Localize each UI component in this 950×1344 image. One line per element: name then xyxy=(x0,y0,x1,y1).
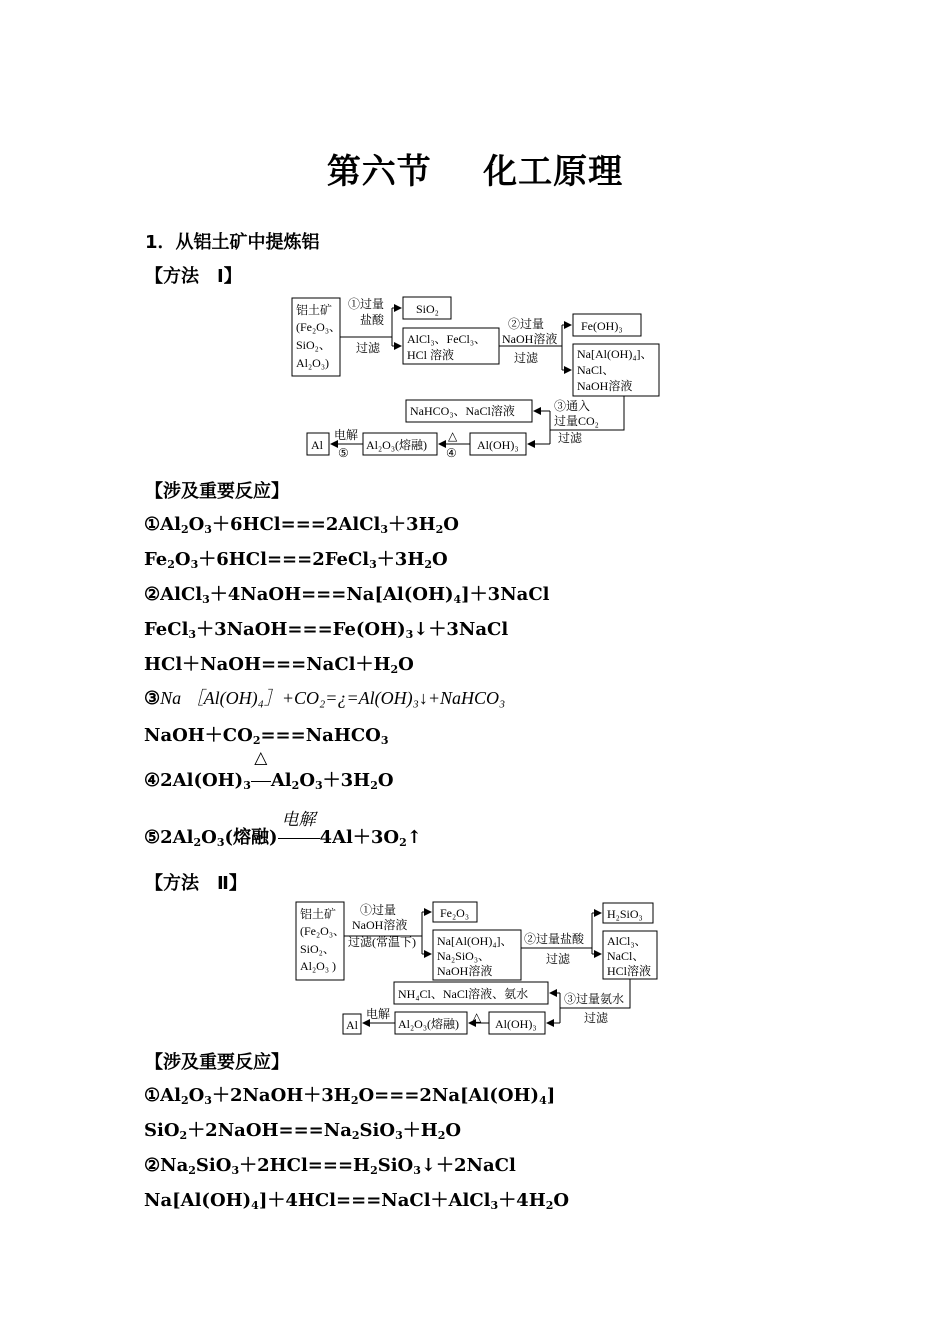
step2-line3: 过滤 xyxy=(514,351,539,365)
ore2-line4: Al₂O₃ ) xyxy=(300,959,337,973)
step5-number: ⑤ xyxy=(338,446,349,460)
filtrate1-line1: AlCl₃、FeCl₃、 xyxy=(407,332,487,346)
ore2-line3: SiO₂、 xyxy=(300,942,335,956)
reaction-2a: $②AlCl_3+4NaOH===Na[Al(OH)_4]+3NaCl$ xyxy=(144,584,550,606)
ore2-line2: (Fe₂O₃、 xyxy=(300,924,346,938)
reaction-3a-formula: Na ［Al(OH)₄］+CO₂=¿=Al(OH)₃↓+NaHCO₃ xyxy=(160,688,506,708)
reaction-m2-1b: $SiO_2+2NaOH===Na_2SiO_3+H_2O$ xyxy=(144,1120,462,1142)
h2sio3-label: H₂SiO₃ xyxy=(607,907,643,921)
process-diagram-method2 xyxy=(292,898,664,1038)
nahco3-label: NaHCO₃、NaCl溶液 xyxy=(410,404,515,418)
filtrate1b-line2: Na₂SiO₃、 xyxy=(437,949,491,963)
filtrate1-line2: HCl 溶液 xyxy=(407,348,455,362)
step1b-line2: NaOH溶液 xyxy=(352,918,408,932)
step3b-line2: 过滤 xyxy=(584,1011,609,1025)
filtrate2-line3: NaOH溶液 xyxy=(577,379,633,393)
step2-line2: NaOH溶液 xyxy=(502,332,558,346)
step1b-line3: 过滤(常温下) xyxy=(348,935,416,949)
step1-line2: 盐酸 xyxy=(360,313,385,327)
step3b-line1: ③过量氨水 xyxy=(564,992,625,1006)
page-title xyxy=(0,144,950,193)
reaction-m2-1a: $①Al_2O_3+2NaOH+3H_2O===2Na[Al(OH)_4]$ xyxy=(144,1085,556,1107)
feoh3-label: Fe(OH)₃ xyxy=(581,319,623,333)
ore-line1: 铝土矿 xyxy=(296,303,333,317)
filtrate1b-line1: Na[Al(OH)₄]、 xyxy=(437,934,513,948)
al-label: Al xyxy=(311,438,323,452)
reaction-1a: $①Al_2O_3+6HCl===2AlCl_3+3H_2O$ xyxy=(144,514,459,536)
reaction-3b: $NaOH+CO_2===NaHCO_3$ xyxy=(144,725,389,747)
reaction-3a: ③Na ［Al(OH)₄］+CO₂=¿=Al(OH)₃↓+NaHCO₃ xyxy=(144,688,506,709)
reaction-5: $⑤2Al_2O_3$(熔融) 电解 $4Al+3O_2↑$ xyxy=(144,823,422,849)
heat-symbol-2: △ xyxy=(472,1010,482,1024)
reactions-label-2: 【涉及重要反应】 xyxy=(145,1052,289,1073)
ore-line3: SiO₂、 xyxy=(296,338,331,352)
ore-line4: Al₂O₃) xyxy=(296,356,330,370)
filtrate2b-line3: HCl溶液 xyxy=(607,964,652,978)
fe2o3-label: Fe₂O₃ xyxy=(440,906,470,920)
ore-line2: (Fe₂O₃、 xyxy=(296,320,342,334)
sio2-label: SiO₂ xyxy=(416,302,439,316)
step3-line2: 过量CO₂ xyxy=(554,414,599,428)
aloh3b-label: Al(OH)₃ xyxy=(495,1017,537,1031)
filtrate1b-line3: NaOH溶液 xyxy=(437,964,493,978)
reaction-2c: $HCl+NaOH===NaCl+H_2O$ xyxy=(144,654,414,676)
step4-number: ④ xyxy=(446,446,457,460)
nh4cl-label: NH₄Cl、NaCl溶液、氨水 xyxy=(398,987,529,1001)
reaction-m2-2a: $②Na_2SiO_3+2HCl===H_2SiO_3↓+2NaCl$ xyxy=(144,1155,516,1177)
alb-label: Al xyxy=(346,1018,358,1032)
filtrate2-line2: NaCl、 xyxy=(577,363,615,377)
title-part2: 化工原理 xyxy=(483,152,624,192)
method1-label: 【方法 Ⅰ】 xyxy=(145,266,242,287)
reactions-label-1: 【涉及重要反应】 xyxy=(145,481,289,502)
filtrate2b-line2: NaCl、 xyxy=(607,949,645,963)
step2b-line1: ②过量盐酸 xyxy=(524,932,585,946)
heat-symbol: △ xyxy=(448,429,458,443)
step3-line1: ③通入 xyxy=(554,399,591,413)
heat-condition: △ xyxy=(254,748,268,768)
step1b-line1: ①过量 xyxy=(360,903,397,917)
title-part1: 第六节 xyxy=(326,152,432,192)
step1-line3: 过滤 xyxy=(356,341,381,355)
step1-line1: ①过量 xyxy=(348,297,385,311)
section-heading: 1．从铝土矿中提炼铝 xyxy=(145,232,320,253)
step2b-line2: 过滤 xyxy=(546,952,571,966)
electrolysis-label: 电解 xyxy=(334,428,359,442)
step3-line3: 过滤 xyxy=(558,431,583,445)
al2o3-label: Al₂O₃(熔融) xyxy=(366,438,428,452)
filtrate2b-line1: AlCl₃、 xyxy=(607,934,647,948)
step2-line1: ②过量 xyxy=(508,317,545,331)
reaction-1b: $Fe_2O_3+6HCl===2FeCl_3+3H_2O$ xyxy=(144,549,448,571)
aloh3-label: Al(OH)₃ xyxy=(477,438,519,452)
electrolysis-label-2: 电解 xyxy=(366,1007,391,1021)
electrolysis-condition: 电解 xyxy=(281,810,316,830)
process-diagram-method1 xyxy=(288,292,668,460)
ore2-line1: 铝土矿 xyxy=(300,907,337,921)
reaction-4: $④2Al(OH)_3$ △ $Al_2O_3+3H_2O$ xyxy=(144,748,394,792)
filtrate2-line1: Na[Al(OH)₄]、 xyxy=(577,347,653,361)
reaction-m2-2b: $Na[Al(OH)_4]+4HCl===NaCl+AlCl_3+4H_2O$ xyxy=(144,1190,570,1212)
method2-label: 【方法 Ⅱ】 xyxy=(145,873,247,894)
reaction-2b: $FeCl_3+3NaOH===Fe(OH)_3↓+3NaCl$ xyxy=(144,619,509,641)
al2o3b-label: Al₂O₃(熔融) xyxy=(398,1017,460,1031)
